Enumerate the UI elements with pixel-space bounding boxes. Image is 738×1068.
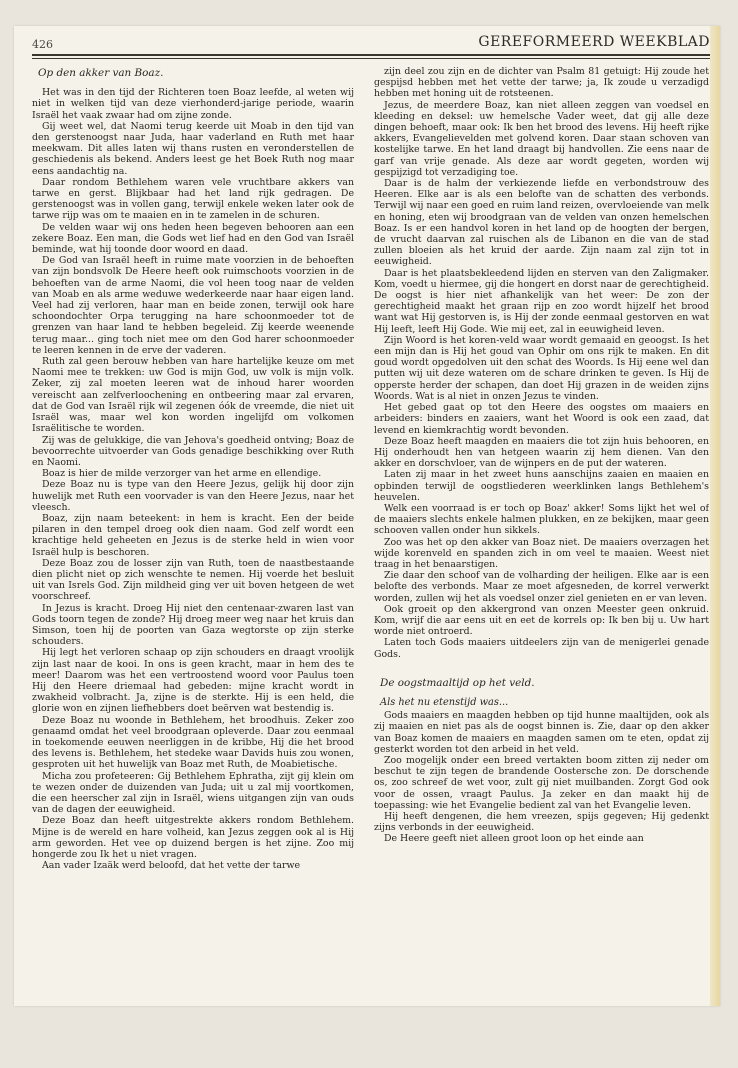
paragraph: Aan vader Izaäk werd beloofd, dat het vette der tarwe [42, 860, 301, 872]
paragraph: Gods maaiers en maagden hebben op tijd hunne maaltijden, ook als zij maaien en niet pas als de oogst binnen is. Zie, daar op den akker van Boaz komen de maaiers en maagden samen om te eten, opdat zij gesterkt worden tot den arbeid in het veld. [374, 710, 709, 755]
paragraph: Deze Boaz nu woonde in Bethlehem, het broodhuis. Zeker zoo genaamd omdat het veel broodgraan opleverde. Daar zou eenmaal in toekomende eeuwen neerliggen in de kribbe, Hij die het brood des levens is. Bethlehem, het stedeke waar Davids huis zou wonen, gesproten uit het huwelijk van Boaz met Ruth, de Moabietische. [32, 714, 354, 771]
paragraph: Jezus, de meerdere Boaz, kan niet alleen zeggen van voedsel en kleeding en deksel: uw hemelsche Vader weet, dat gij alle deze dingen behoeft, maar ook: Ik ben het brood des levens. Hij heeft rijke akkers, Evangelievelden met golvend koren. Daar staan schoven van kostelijke tarwe. En het land draagt bij handvollen. Zie eens naar de garf van vrije genade. Als deze aar wordt gegeten, worden wij gespijzigd tot verzadiging toe. [374, 99, 709, 178]
left-paragraphs [32, 87, 354, 871]
paragraph: Ruth zal geen berouw hebben van hare hartelijke keuze om met Naomi mee te trekken: uw God is mijn God, uw volk is mijn volk. Zeker, zij zal moeten leeren wat de inhoud harer woorden vereischt aan zelfverloochening en ontbeering maar zal ervaren, dat de God van Israël rijk wil zegenen óók de vreemde, die niet uit Israël was, maar wel kon worden ingelijfd om volkomen Israëlitische te worden. [32, 356, 354, 435]
paragraph: In Jezus is kracht. Droeg Hij niet den centenaar-zwaren last van Gods toorn tegen de zonde? Hij droeg meer weg naar het kruis dan Simson, toen hij de poorten van Gaza wegtorste op zijn sterke schouders. [32, 602, 354, 648]
paragraph: Daar is de halm der verkiezende liefde en verbondstrouw des Heeren. Elke aar is als een belofte van de schatten des verbonds. Terwijl wij naar een goed en ruim land reizen, overvloeiende van melk en honing, eten wij broodgraan van de velden van onzen hemelschen Boaz. Is er een handvol koren in het land op de hoogten der bergen, de vrucht daarvan zal ruischen als de Libanon en die van de stad zullen bloeien als het kruid der aarde. Zijn naam zal zijn tot in eeuwigheid. [374, 178, 709, 268]
paragraph: Het was in den tijd der Richteren toen Boaz leefde, al weten wij niet in welken tijd van deze vierhonderd-jarige periode, waarin Israël het vaak zwaar had om zijne zonde. [32, 87, 354, 121]
section-heading: De oogstmaaltijd op het veld. [380, 676, 535, 689]
header-rule-thick [32, 54, 710, 56]
left-column [32, 66, 354, 1001]
paragraph: Micha zou profeteeren: Gij Bethlehem Ephratha, zijt gij klein om te wezen onder de duizenden van Juda; uit u zal mij voortkomen, die een heerscher zal zijn in Israël, wiens uitgangen zijn van ouds van de dagen der eeuwigheid. [32, 770, 354, 816]
paragraph: De Heere geeft niet alleen groot loon op het einde aan [384, 833, 644, 845]
paragraph: Zoo mogelijk onder een breed vertakten boom zitten zij neder om beschut te zijn tegen de brandende Oostersche zon. De dorschende os, zoo schreef de wet voor, zult gij niet muilbanden. Zorgt God ook voor de ossen, vraagt Paulus. Ja zeker en dan maakt hij de toepassing: wie het Evangelie bedient zal van het Evangelie leven. [374, 754, 709, 811]
section-subheading: Als het nu etenstijd was... [380, 696, 509, 708]
paragraph: Boaz is hier de milde verzorger van het arme en ellendige. [42, 468, 322, 480]
paragraph: De velden waar wij ons heden heen begeven behooren aan een zekere Boaz. Een man, die Gods wet lief had en den God van Israël beminde, wat hij toonde door woord en daad. [32, 221, 354, 256]
paragraph: Zijn Woord is het koren-veld waar wordt gemaaid en geoogst. Is het een mijn dan is Hij het goud van Ophir om ons rijk te maken. En dit goud wordt opgedolven uit den schat des Woords. Is Hij eene wel dan putten wij uit deze wateren om de schare drinken te geven. Is Hij de opperste herder der schapen, dan doet Hij grazen in de weiden zijns Woords. Wat is al niet in onzen Jezus te vinden. [374, 334, 709, 402]
paragraph: De God van Israël heeft in ruime mate voorzien in de behoeften van zijn bondsvolk De Heere heeft ook ruimschoots voorzien in de behoeften van de arme Naomi, die vol heen toog naar de velden van Moab en als arme weduwe wederkeerde naar haar eigen land. Veel had zij verloren, haar man en beide zonen, terwijl ook hare schoondochter Orpa terugging na hare schoonmoeder tot de grenzen van haar land te hebben begeleid. Zij keerde weenende terug maar... ging toch niet mee om den God harer schoonmoeder te leeren kennen in de erve der vaderen. [32, 255, 354, 356]
header-rule-thin [32, 58, 710, 59]
paragraph: Hij legt het verloren schaap op zijn schouders en draagt vroolijk zijn last naar de kooi. In ons is geen kracht, maar in hem des te meer! Daarom was het een vertroostend woord voor Paulus toen Hij den Heere driemaal had gebeden: mijne kracht wordt in zwakheid volbracht. Ja, zijne is de sterkte. Hij is een held, die glorie won en zijnen liefhebbers doet beërven wat bestendig is. [32, 647, 354, 715]
article-heading: Op den akker van Boaz. [38, 67, 164, 79]
paragraph: Daar is het plaatsbekleedend lijden en sterven van den Zaligmaker. Kom, voedt u hiermee, gij die hongert en dorst naar de gerechtigheid. De oogst is hier niet afhankelijk van het weer: De zon der gerechtigheid maakt het graan rijp en zoo wordt hijzelf het brood want wat Hij gestorven is, is Hij der zonde eenmaal gestorven en wat Hij leeft, leeft Hij Gode. Wie mij eet, zal in eeuwigheid leven. [374, 267, 709, 335]
paragraph: Daar rondom Bethlehem waren vele vruchtbare akkers van tarwe en gerst. Blijkbaar had het land rijk gedragen. De gerstenoogst was in vollen gang, terwijl enkele weken later ook de tarwe rijp was om te maaien en in te zamelen in de schuren. [32, 176, 354, 222]
right-column [374, 66, 709, 1001]
page-header [32, 34, 710, 54]
paragraph: Laten zij maar in het zweet huns aanschijns zaaien en maaien en opbinden terwijl de oogstliederen weerklinken langs Bethlehem's heuvelen. [374, 469, 709, 503]
page-number: 426 [32, 38, 53, 51]
newspaper-page [14, 26, 720, 1006]
binding-tape [710, 26, 720, 1006]
right-paragraphs-part2 [374, 710, 709, 844]
paragraph: Zoo was het op den akker van Boaz niet. De maaiers overzagen het wijde korenveld en spanden zich in om veel te maaien. Weest niet traag in het benaarstigen. [374, 536, 709, 570]
paragraph: Laten toch Gods maaiers uitdeelers zijn van de menigerlei genade Gods. [374, 637, 709, 660]
right-paragraphs-part1 [374, 66, 709, 660]
paragraph: Hij heeft dengenen, die hem vreezen, spijs gegeven; Hij gedenkt zijns verbonds in der eeuwigheid. [374, 811, 709, 834]
paragraph: Welk een voorraad is er toch op Boaz' akker! Soms lijkt het wel of de maaiers slechts enkele halmen plukken, en ze bekijken, maar geen schooven vallen onder hun sikkels. [374, 502, 709, 537]
paragraph: Zie daar den schoof van de volharding der heiligen. Elke aar is een belofte des verbonds. Maar ze moet afgesneden, de korrel verwerkt worden, zullen wij het als voedsel onzer ziel genieten en er van leven. [374, 570, 709, 604]
paragraph: Zij was de gelukkige, die van Jehova's goedheid ontving; Boaz de bevoorrechte uitvoerder van Gods genadige beschikking over Ruth en Naomi. [32, 434, 354, 468]
paragraph: Deze Boaz nu is type van den Heere Jezus, gelijk hij door zijn huwelijk met Ruth een voorvader is van den Heere Jezus, naar het vleesch. [32, 479, 354, 513]
paragraph: Gij weet wel, dat Naomi terug keerde uit Moab in den tijd van den gerstenoogst naar Juda, haar vaderland en Ruth met haar meekwam. Dit alles laten wij thans rusten en veronderstellen de geschiedenis als bekend. Anders leest ge het Boek Ruth nog maar eens aandachtig na. [32, 120, 354, 177]
paragraph: zijn deel zou zijn en de dichter van Psalm 81 getuigt: Hij zoude het gespijsd hebben met het vette der tarwe; ja, Ik zoude u verzadigd hebben met honing uit de rotsteenen. [374, 66, 709, 100]
paragraph: Het gebed gaat op tot den Heere des oogstes om maaiers en arbeiders: binders en zaaiers, want het Woord is ook een zaad, dat levend en kiemkrachtig wordt bevonden. [374, 402, 709, 436]
section-gap [374, 660, 709, 670]
paragraph: Ook groeit op den akkergrond van onzen Meester geen onkruid. Kom, wrijf die aar eens uit en eet de korrels op: Ik ben bij u. Uw hart worde niet ontroerd. [374, 603, 709, 638]
journal-title: GEREFORMEERD WEEKBLAD [478, 34, 710, 50]
paragraph: Deze Boaz heeft maagden en maaiers die tot zijn huis behooren, en Hij onderhoudt hen van hetgeen waarin zij hem dienen. Van den akker en dorschvloer, van de wijnpers en de put der wateren. [374, 435, 709, 470]
paragraph: Deze Boaz zou de losser zijn van Ruth, toen de naastbestaande dien plicht niet op zich wenschte te nemen. Hij voerde het besluit uit van Isrels God. Zijn mildheid ging ver uit boven hetgeen de wet voorschreef. [32, 557, 354, 603]
paragraph: Deze Boaz dan heeft uitgestrekte akkers rondom Bethlehem. Mijne is de wereld en hare volheid, kan Jezus zeggen ook al is Hij arm geworden. Het vee op duizend bergen is het zijne. Zoo mij hongerde zou Ik het u niet vragen. [32, 815, 354, 861]
paragraph: Boaz, zijn naam beteekent: in hem is kracht. Een der beide pilaren in den tempel droeg ook dien naam. God zelf wordt een krachtige held geheeten en Jezus is de sterke held in wien voor Israël hulp is beschoren. [32, 512, 354, 558]
